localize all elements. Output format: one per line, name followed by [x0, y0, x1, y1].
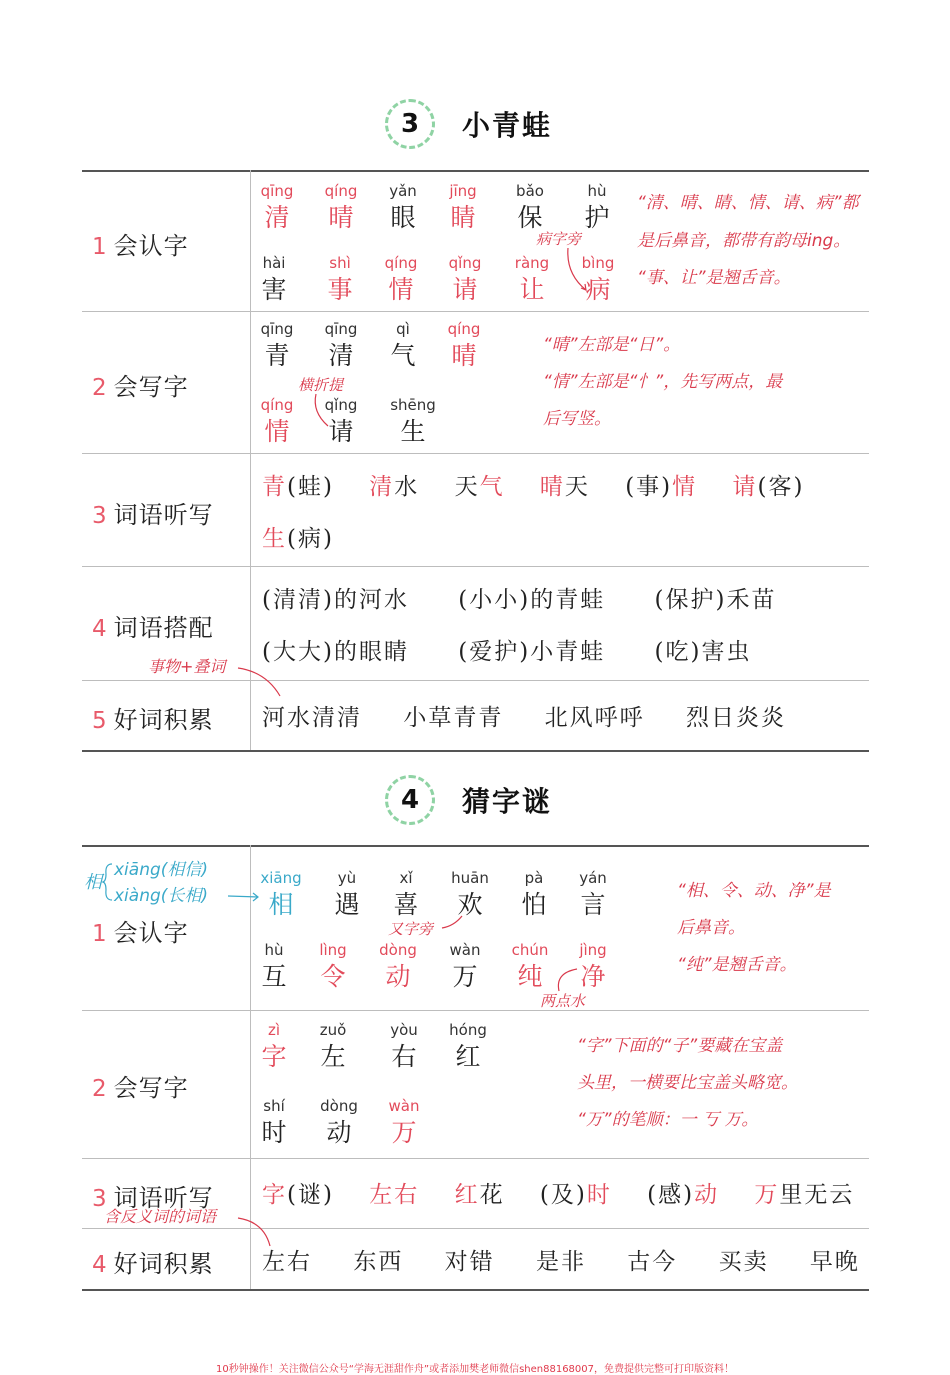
dictation-line [262, 1176, 880, 1209]
word: 字(谜) [262, 1182, 334, 1208]
table-bottom-rule [82, 750, 869, 752]
char-cell: zuǒ 左 [319, 1021, 347, 1071]
char-cell: qīng 清 [324, 320, 358, 370]
note-line: “字”下面的“子”要藏在宝盖 [577, 1036, 783, 1056]
char-cell: shēng 生 [390, 396, 436, 446]
char-cell: chún 纯 [511, 941, 549, 991]
char-cell: qíng 晴 [447, 320, 481, 370]
char-cell: wàn 万 [449, 941, 481, 991]
char-cell: yù 遇 [334, 869, 360, 919]
char-cell: pà 怕 [521, 869, 547, 919]
word: 东西 [353, 1249, 404, 1275]
char-cell: dòng 动 [320, 1097, 358, 1147]
word: 请(客) [732, 474, 805, 500]
phrase: (吃)害虫 [654, 639, 752, 665]
section-label-good-words: 4 好词积累 [92, 1250, 214, 1278]
note-line: “事、让”是翘舌音。 [637, 268, 791, 288]
annotation-radical: 两点水 [540, 992, 586, 1010]
section-label-recognize: 1 会认字 [92, 232, 189, 260]
char-cell: shí 时 [261, 1097, 287, 1147]
word: 万里无云 [754, 1182, 855, 1208]
dictation-line [262, 520, 360, 553]
char-cell: zì 字 [261, 1021, 287, 1071]
char-cell: ràng 让 [514, 254, 550, 304]
annotation-arrow [236, 664, 286, 704]
word: 生(病) [262, 526, 334, 552]
annotation-arrow [310, 392, 340, 432]
char-cell: yòu 右 [390, 1021, 418, 1071]
phrase: (小小)的青蛙 [458, 587, 606, 613]
char-cell: qíng 情 [260, 396, 294, 446]
char-cell: qǐng 请 [324, 396, 358, 446]
note-line: “纯”是翘舌音。 [677, 955, 797, 975]
phrase: (保护)禾苗 [654, 587, 777, 613]
char-cell: jīng 睛 [449, 182, 477, 232]
good-words-line [262, 1243, 886, 1276]
note-line: 头里，一横要比宝盖头略宽。 [577, 1073, 798, 1093]
polyphone-reading: xiàng(长相) [114, 886, 209, 906]
char-cell: hù 互 [261, 941, 287, 991]
brace-icon [102, 862, 114, 902]
word: 北风呼呼 [544, 705, 645, 731]
char-cell: xǐ 喜 [393, 869, 419, 919]
char-cell: qíng 情 [384, 254, 418, 304]
row-divider [82, 566, 869, 567]
word: 烈日炎炎 [685, 705, 786, 731]
word: 小草青青 [403, 705, 504, 731]
char-cell: bǎo 保 [516, 182, 544, 232]
lesson-title: 小青蛙 [462, 109, 553, 142]
word: 买卖 [718, 1249, 769, 1275]
good-words-line [262, 699, 812, 732]
dictation-line [262, 468, 830, 501]
note-line: “相、令、动、净”是 [677, 881, 831, 901]
word: (感)动 [647, 1182, 720, 1208]
note-line: “清、晴、睛、情、请、病”都 [637, 193, 859, 213]
word: 晴天 [539, 474, 590, 500]
phrase: (清清)的河水 [262, 587, 409, 613]
collocation-line [262, 633, 777, 666]
word: 青(蛙) [262, 474, 334, 500]
char-cell: yán 言 [579, 869, 607, 919]
word: 清水 [369, 474, 420, 500]
word: 古今 [627, 1249, 678, 1275]
char-cell: wàn 万 [388, 1097, 420, 1147]
note-line: 后写竖。 [543, 409, 611, 429]
word: (及)时 [539, 1182, 612, 1208]
row-divider [82, 1228, 869, 1229]
char-cell: yǎn 眼 [389, 182, 417, 232]
section-label-dictation: 3 词语听写 [92, 1184, 214, 1212]
note-line: “万”的笔顺：一 丂 万。 [577, 1110, 759, 1130]
lesson-number-badge: 3 [385, 99, 435, 149]
word: 左右 [262, 1249, 312, 1275]
table-top-rule [82, 845, 869, 847]
char-cell: xiāng 相 [260, 869, 302, 919]
phrase: (爱护)小青蛙 [458, 639, 606, 665]
table-top-rule [82, 170, 869, 172]
word: 左右 [369, 1182, 420, 1208]
lesson-number-badge: 4 [385, 775, 435, 825]
polyphone-reading: xiāng(相信) [114, 860, 209, 880]
note-line: “情”左部是“忄”，先写两点，最 [543, 372, 783, 392]
table-bottom-rule [82, 1289, 869, 1291]
char-cell: lìng 令 [319, 941, 347, 991]
collocation-line [262, 581, 802, 614]
char-cell: qíng 晴 [324, 182, 358, 232]
note-line: 是后鼻音，都带有韵母ing。 [637, 231, 851, 251]
char-cell: qīng 清 [260, 182, 294, 232]
section-label-write: 2 会写字 [92, 1074, 189, 1102]
phrase: (大大)的眼睛 [262, 639, 409, 665]
char-cell: dòng 动 [379, 941, 417, 991]
annotation-radical: 病字旁 [536, 230, 582, 248]
annotation-collocation: 事物+叠词 [148, 657, 226, 676]
annotation-arrow [440, 912, 470, 932]
word: 是非 [535, 1249, 586, 1275]
word: 红花 [454, 1182, 505, 1208]
char-cell: hóng 红 [449, 1021, 487, 1071]
section-label-collocation: 4 词语搭配 [92, 614, 214, 642]
word: 天气 [454, 474, 505, 500]
polyphone-char: 相 [84, 872, 102, 893]
section-label-recognize: 1 会认字 [92, 919, 189, 947]
char-cell: qǐng 请 [448, 254, 482, 304]
word: (事)情 [625, 474, 698, 500]
row-divider [82, 680, 869, 681]
section-label-dictation: 3 词语听写 [92, 501, 214, 529]
annotation-stroke: 横折提 [298, 376, 344, 394]
annotation-radical: 又字旁 [388, 920, 434, 938]
annotation-arrow [564, 244, 604, 294]
note-line: 后鼻音。 [677, 918, 745, 938]
word: 对错 [444, 1249, 495, 1275]
section-label-write: 2 会写字 [92, 373, 189, 401]
char-cell: hù 护 [584, 182, 610, 232]
row-divider [82, 1010, 869, 1011]
note-line: “晴”左部是“日”。 [543, 335, 681, 355]
lesson-title: 猜字谜 [462, 785, 553, 818]
footer-notice: 10秒钟操作！关注微信公众号“学海无涯甜作舟”或者添加樊老师微信shen88168007，免费提供完整可打印版资料！ [215, 1364, 735, 1375]
row-divider [82, 453, 869, 454]
section-label-good-words: 5 好词积累 [92, 706, 214, 734]
row-divider [82, 311, 869, 312]
annotation-antonym: 含反义词的词语 [104, 1207, 217, 1226]
char-cell: jìng 净 [579, 941, 607, 991]
annotation-arrow [555, 965, 585, 995]
char-cell: shì 事 [327, 254, 353, 304]
char-cell: huān 欢 [451, 869, 489, 919]
row-divider [82, 1158, 869, 1159]
char-cell: qì 气 [390, 320, 416, 370]
word: 河水清清 [262, 705, 362, 731]
char-cell: qīng 青 [260, 320, 294, 370]
char-cell: hài 害 [261, 254, 287, 304]
word: 早晚 [809, 1249, 860, 1275]
char-cell: bìng 病 [581, 254, 615, 304]
